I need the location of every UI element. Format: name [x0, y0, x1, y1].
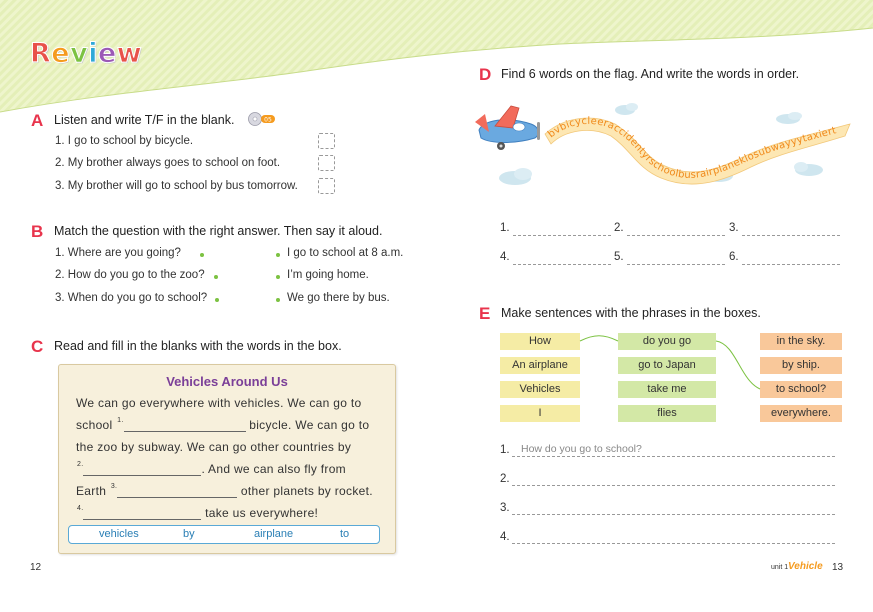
- e-example-answer: How do you go to school?: [521, 443, 642, 455]
- d-answer-blank-6[interactable]: [742, 264, 840, 265]
- section-e-instruction: Make sentences with the phrases in the boxes.: [501, 306, 761, 320]
- passage-line-1: We can go everywhere with vehicles. We can go to: [76, 396, 362, 410]
- tf-answer-box-2[interactable]: [318, 155, 335, 171]
- phrase-tag: take me: [618, 381, 716, 398]
- fill-blank-4[interactable]: [83, 508, 201, 520]
- fill-blank-1[interactable]: [124, 420, 246, 432]
- phrase-tag: in the sky.: [760, 333, 842, 350]
- page-number-left: 12: [30, 562, 42, 573]
- section-a-item-3: 3. My brother will go to school by bus tomorrow.: [55, 180, 298, 192]
- phrase-tag: to school?: [760, 381, 842, 398]
- page-number-right: 13: [832, 562, 844, 573]
- airplane-flag-illustration: [465, 92, 865, 202]
- fill-blank-3[interactable]: [117, 486, 237, 498]
- cloud-icon: [794, 162, 823, 176]
- cloud-icon: [776, 112, 802, 124]
- airplane-icon: [475, 106, 540, 150]
- d-answer-number: 5.: [614, 251, 624, 263]
- match-dot-answer-3[interactable]: [276, 298, 280, 302]
- passage-title: Vehicles Around Us: [166, 374, 288, 389]
- section-a-letter: A: [31, 111, 44, 130]
- e-line-number: 4.: [500, 531, 510, 543]
- passage-line-3: the zoo by subway. We can go other countries by: [76, 440, 352, 454]
- word-bank-item: airplane: [254, 528, 294, 540]
- match-dot-answer-2[interactable]: [276, 275, 280, 279]
- page-title: Review: [30, 38, 143, 69]
- passage-line-6: $^{4.}$ take us everywhere!: [77, 505, 319, 520]
- footer-unit-label: unit 1: [771, 564, 789, 571]
- word-bank-item: vehicles: [99, 528, 139, 540]
- phrase-tag: go to Japan: [618, 357, 716, 374]
- e-answer-line-1[interactable]: [512, 456, 835, 457]
- fill-blank-2[interactable]: [83, 464, 201, 476]
- word-bank-item: to: [340, 528, 350, 540]
- d-answer-blank-3[interactable]: [742, 235, 840, 236]
- word-bank-item: by: [183, 528, 195, 540]
- d-answer-blank-4[interactable]: [513, 264, 611, 265]
- d-answer-number: 3.: [729, 222, 739, 234]
- passage-line-4: $^{2.}$ . And we can also fly from: [77, 461, 346, 476]
- phrase-tag: do you go: [618, 333, 716, 350]
- phrase-tag: I: [500, 405, 580, 422]
- match-dot-answer-1[interactable]: [276, 253, 280, 257]
- cloud-icon: [615, 103, 638, 115]
- section-d-instruction: Find 6 words on the flag. And write the words in order.: [501, 67, 800, 81]
- section-a-item-1: 1. I go to school by bicycle.: [55, 135, 194, 147]
- section-b-answer-1: I go to school at 8 a.m.: [287, 247, 404, 259]
- phrase-tag: Vehicles: [500, 381, 580, 398]
- section-b-question-2: 2. How do you go to the zoo?: [55, 269, 205, 281]
- d-answer-number: 6.: [729, 251, 739, 263]
- e-answer-line-3[interactable]: [512, 514, 835, 515]
- e-line-number: 3.: [500, 502, 510, 514]
- section-c-letter: C: [31, 337, 44, 356]
- track-number: 05: [264, 116, 272, 124]
- phrase-tag: An airplane: [500, 357, 580, 374]
- section-b-question-1: 1. Where are you going?: [55, 247, 181, 259]
- d-answer-blank-1[interactable]: [513, 235, 611, 236]
- section-e-letter: E: [479, 304, 491, 323]
- d-answer-number: 4.: [500, 251, 510, 263]
- footer-unit-name: Vehicle: [788, 561, 823, 572]
- section-b-instruction: Match the question with the right answer. Then say it aloud.: [54, 224, 383, 238]
- tf-answer-box-1[interactable]: [318, 133, 335, 149]
- d-answer-blank-5[interactable]: [627, 264, 725, 265]
- phrase-tag: flies: [618, 405, 716, 422]
- cloud-icon: [499, 168, 532, 185]
- section-c-instruction: Read and fill in the blanks with the words in the box.: [54, 339, 342, 353]
- example-connector-lines: [560, 330, 780, 400]
- flag-letters: bvbicycleeraccidentyrschoolbusrairplaneklosubwayyytaxiert: [546, 115, 838, 181]
- section-b-answer-3: We go there by bus.: [287, 292, 390, 304]
- audio-cd-icon[interactable]: [248, 112, 276, 126]
- e-answer-line-2[interactable]: [512, 485, 835, 486]
- e-answer-line-4[interactable]: [512, 543, 835, 544]
- phrase-tag: by ship.: [760, 357, 842, 374]
- match-dot-question-2[interactable]: [214, 275, 218, 279]
- passage-line-5: Earth $^{3.}$ other planets by rocket.: [76, 483, 373, 498]
- phrase-tag: How: [500, 333, 580, 350]
- section-b-letter: B: [31, 222, 44, 241]
- d-answer-number: 1.: [500, 222, 510, 234]
- section-a-instruction: Listen and write T/F in the blank.: [54, 113, 235, 127]
- match-dot-question-1[interactable]: [200, 253, 204, 257]
- e-line-number: 2.: [500, 473, 510, 485]
- d-answer-number: 2.: [614, 222, 624, 234]
- section-b-question-3: 3. When do you go to school?: [55, 292, 208, 304]
- section-d-letter: D: [479, 65, 492, 84]
- match-dot-question-3[interactable]: [215, 298, 219, 302]
- tf-answer-box-3[interactable]: [318, 178, 335, 194]
- d-answer-blank-2[interactable]: [627, 235, 725, 236]
- section-b-answer-2: I’m going home.: [287, 269, 369, 281]
- e-line-number: 1.: [500, 444, 510, 456]
- phrase-tag: everywhere.: [760, 405, 842, 422]
- passage-line-2: school $^{1.}$ bicycle. We can go to: [76, 417, 370, 432]
- section-a-item-2: 2. My brother always goes to school on foot.: [55, 157, 281, 169]
